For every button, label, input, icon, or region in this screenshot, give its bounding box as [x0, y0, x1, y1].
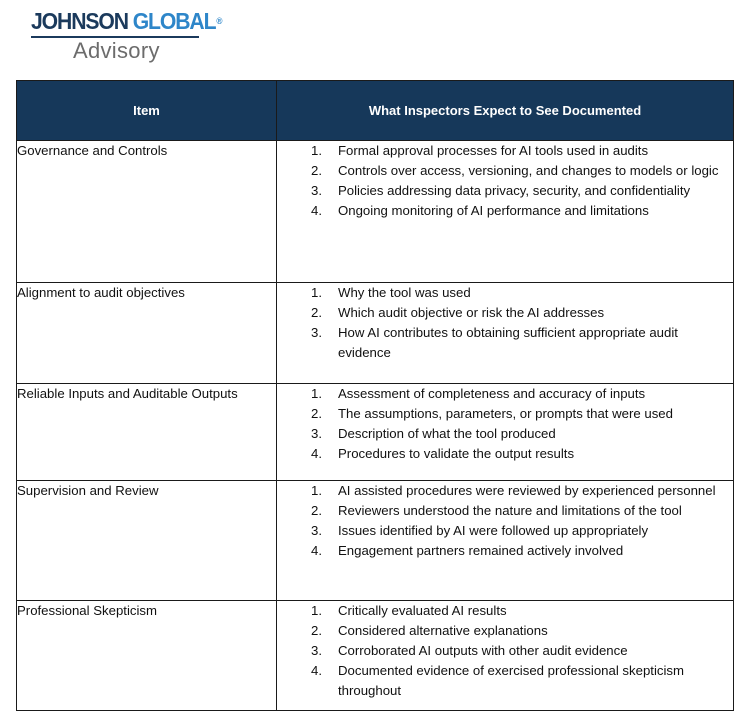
list-number: 2. [311, 163, 322, 178]
table-row [17, 283, 734, 384]
table-row [17, 481, 734, 601]
list-item [277, 541, 733, 561]
logo-brand-part1: JOHNSON [31, 8, 128, 34]
list-item [277, 424, 733, 444]
list-number: 1. [311, 483, 322, 498]
list-text: Assessment of completeness and accuracy of inputs [338, 386, 646, 401]
list-text: AI assisted procedures were reviewed by experienced personnel [338, 483, 716, 498]
list-item [277, 661, 733, 701]
column-header-item: Item [17, 81, 277, 141]
logo-brand-part2: GLOBAL [132, 8, 216, 34]
expectations-cell [277, 141, 734, 283]
list-item [277, 404, 733, 424]
list-text: How AI contributes to obtaining sufficient appropriate audit evidence [338, 325, 678, 360]
list-text: Engagement partners remained actively involved [338, 543, 624, 558]
list-number: 3. [311, 325, 322, 340]
list-text: Controls over access, versioning, and changes to models or logic [338, 163, 719, 178]
expectations-cell [277, 384, 734, 481]
list-number: 3. [311, 183, 322, 198]
list-text: Why the tool was used [338, 285, 471, 300]
list-item [277, 521, 733, 541]
inspection-expectations-table [16, 80, 734, 711]
table-row [17, 141, 734, 283]
list-number: 4. [311, 446, 322, 461]
list-item [277, 181, 733, 201]
list-number: 1. [311, 603, 322, 618]
list-item [277, 161, 733, 181]
list-text: Issues identified by AI were followed up appropriately [338, 523, 649, 538]
list-text: Description of what the tool produced [338, 426, 556, 441]
list-number: 1. [311, 285, 322, 300]
list-item [277, 641, 733, 661]
expectations-cell [277, 283, 734, 384]
list-text: Formal approval processes for AI tools used in audits [338, 143, 649, 158]
list-number: 2. [311, 305, 322, 320]
list-text: The assumptions, parameters, or prompts that were used [338, 406, 673, 421]
item-cell: Professional Skepticism [17, 601, 277, 711]
list-item [277, 283, 733, 303]
item-cell: Alignment to audit objectives [17, 283, 277, 384]
list-text: Ongoing monitoring of AI performance and limitations [338, 203, 649, 218]
list-number: 3. [311, 643, 322, 658]
table-row [17, 601, 734, 711]
list-item [277, 323, 733, 363]
list-number: 2. [311, 406, 322, 421]
list-text: Critically evaluated AI results [338, 603, 507, 618]
list-number: 2. [311, 503, 322, 518]
table-row [17, 384, 734, 481]
list-item [277, 201, 733, 221]
list-text: Documented evidence of exercised professional skepticism throughout [338, 663, 684, 698]
logo-subtitle: Advisory [73, 38, 160, 63]
column-header-expectations: What Inspectors Expect to See Documented [277, 81, 734, 141]
list-number: 4. [311, 663, 322, 678]
list-number: 2. [311, 623, 322, 638]
list-item [277, 601, 733, 621]
item-cell: Reliable Inputs and Auditable Outputs [17, 384, 277, 481]
list-item [277, 384, 733, 404]
list-item [277, 444, 733, 464]
list-text: Procedures to validate the output results [338, 446, 575, 461]
list-item [277, 141, 733, 161]
logo-registered-mark: ® [216, 16, 222, 26]
list-item [277, 481, 733, 501]
expectations-cell [277, 481, 734, 601]
expectations-cell [277, 601, 734, 711]
table-header-row [17, 81, 734, 141]
list-number: 3. [311, 523, 322, 538]
list-item [277, 621, 733, 641]
item-cell: Governance and Controls [17, 141, 277, 283]
list-number: 4. [311, 543, 322, 558]
list-number: 4. [311, 203, 322, 218]
company-logo [31, 8, 222, 63]
list-text: Policies addressing data privacy, security, and confidentiality [338, 183, 691, 198]
list-item [277, 303, 733, 323]
list-number: 3. [311, 426, 322, 441]
list-number: 1. [311, 143, 322, 158]
logo-wordmark [31, 8, 222, 34]
list-text: Corroborated AI outputs with other audit evidence [338, 643, 628, 658]
list-text: Which audit objective or risk the AI addresses [338, 305, 605, 320]
list-text: Considered alternative explanations [338, 623, 548, 638]
list-number: 1. [311, 386, 322, 401]
list-item [277, 501, 733, 521]
item-cell: Supervision and Review [17, 481, 277, 601]
list-text: Reviewers understood the nature and limitations of the tool [338, 503, 682, 518]
